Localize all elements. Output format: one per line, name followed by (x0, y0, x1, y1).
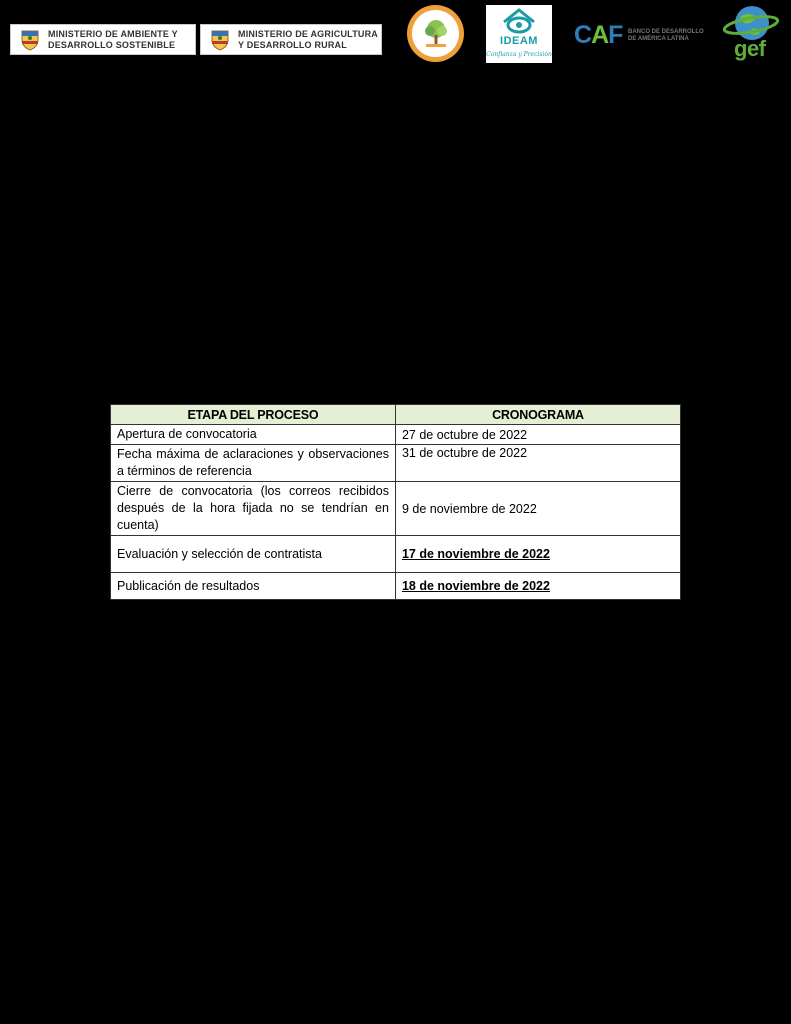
table-header-row (111, 405, 681, 425)
caf-mark-a: A (591, 21, 609, 49)
schedule-table (110, 404, 681, 600)
table-row (111, 445, 681, 482)
date-cell: 27 de octubre de 2022 (395, 425, 680, 445)
date-cell: 31 de octubre de 2022 (395, 445, 680, 482)
date-cell: 17 de noviembre de 2022 (395, 536, 680, 573)
logo-gef (722, 3, 780, 65)
stage-cell: Cierre de convocatoria (los correos recibidos después de la hora fijada no se tendrían en cuenta) (111, 482, 396, 536)
table-row (111, 536, 681, 573)
stage-cell: Publicación de resultados (111, 573, 396, 600)
logo-minagricultura (200, 24, 382, 55)
logo-minambiente-line2: DESARROLLO SOSTENIBLE (48, 39, 176, 50)
caf-line1: BANCO DE DESARROLLO (628, 29, 704, 35)
colombia-shield-icon (208, 28, 232, 52)
tree-icon (419, 17, 453, 51)
project-circle-logo (407, 5, 464, 62)
stage-cell: Evaluación y selección de contratista (111, 536, 396, 573)
logo-minagricultura-line2: Y DESARROLLO RURAL (238, 39, 347, 50)
stage-cell: Apertura de convocatoria (111, 425, 396, 445)
table-row (111, 573, 681, 600)
caf-mark-f: F (608, 21, 623, 49)
date-cell: 18 de noviembre de 2022 (395, 573, 680, 600)
logo-minambiente-line1: MINISTERIO DE AMBIENTE Y (48, 28, 178, 39)
logo-caf (574, 20, 714, 50)
column-header-schedule: CRONOGRAMA (395, 405, 680, 425)
column-header-stage: ETAPA DEL PROCESO (111, 405, 396, 425)
caf-mark (574, 20, 622, 50)
stage-cell: Fecha máxima de aclaraciones y observaciones a términos de referencia (111, 445, 396, 482)
ideam-eye-icon (502, 8, 536, 34)
ideam-tagline: Confianza y Precisión (486, 51, 552, 58)
ideam-name: IDEAM (500, 35, 538, 47)
logo-ideam (486, 5, 552, 63)
table-row (111, 425, 681, 445)
table-row (111, 482, 681, 536)
caf-mark-c: C (574, 21, 592, 49)
logo-header (0, 0, 791, 70)
date-cell: 9 de noviembre de 2022 (395, 482, 680, 536)
caf-line2: DE AMÉRICA LATINA (628, 36, 689, 42)
gef-word: gef (734, 36, 766, 61)
logo-minambiente (10, 24, 196, 55)
logo-minagricultura-line1: MINISTERIO DE AGRICULTURA (238, 28, 378, 39)
colombia-shield-icon (18, 28, 42, 52)
